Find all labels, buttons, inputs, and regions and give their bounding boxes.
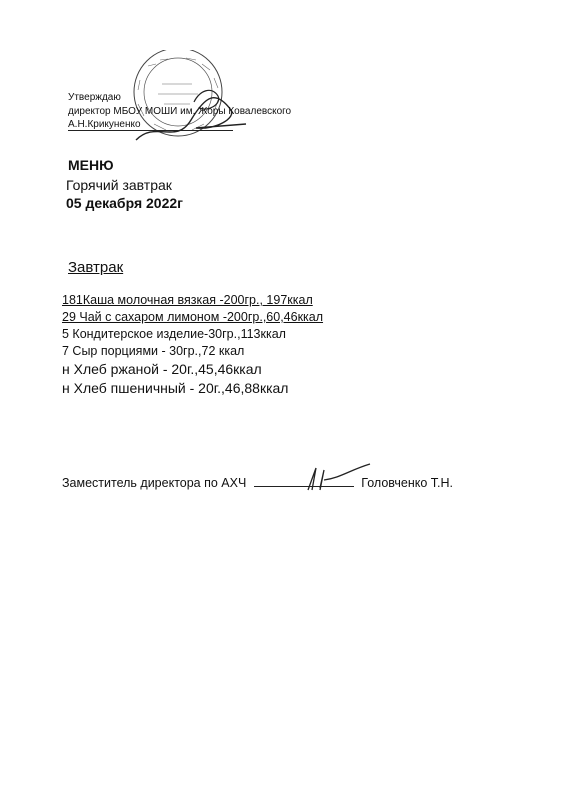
deputy-position: Заместитель директора по АХЧ — [62, 476, 247, 490]
menu-item: н Хлеб пшеничный - 20г.,46,88ккал — [62, 380, 289, 396]
menu-date: 05 декабря 2022г — [66, 195, 183, 211]
approval-director: директор МБОУ МОШИ им. Жоры Ковалевского — [68, 105, 292, 117]
approval-block — [68, 91, 291, 132]
menu-item: н Хлеб ржаной - 20г.,45,46ккал — [62, 361, 262, 377]
signature-line — [62, 476, 453, 490]
menu-item: 5 Кондитерское изделие-30гр.,113ккал — [62, 327, 286, 341]
page-title: МЕНЮ — [68, 157, 114, 173]
menu-list — [62, 292, 323, 398]
menu-item: 181Каша молочная вязкая -200гр., 197ккал — [62, 293, 313, 307]
approval-label: Утверждаю — [68, 92, 121, 103]
menu-item: 7 Сыр порциями - 30гр.,72 ккал — [62, 344, 245, 358]
deputy-name: Головченко Т.Н. — [361, 476, 453, 490]
page-subtitle: Горячий завтрак — [66, 177, 172, 193]
menu-item: 29 Чай с сахаром лимоном -200гр.,60,46ккал — [62, 310, 324, 324]
signature-blank — [254, 486, 354, 487]
approval-signatory: А.Н.Крикуненко — [68, 119, 233, 131]
section-title: Завтрак — [68, 259, 124, 276]
